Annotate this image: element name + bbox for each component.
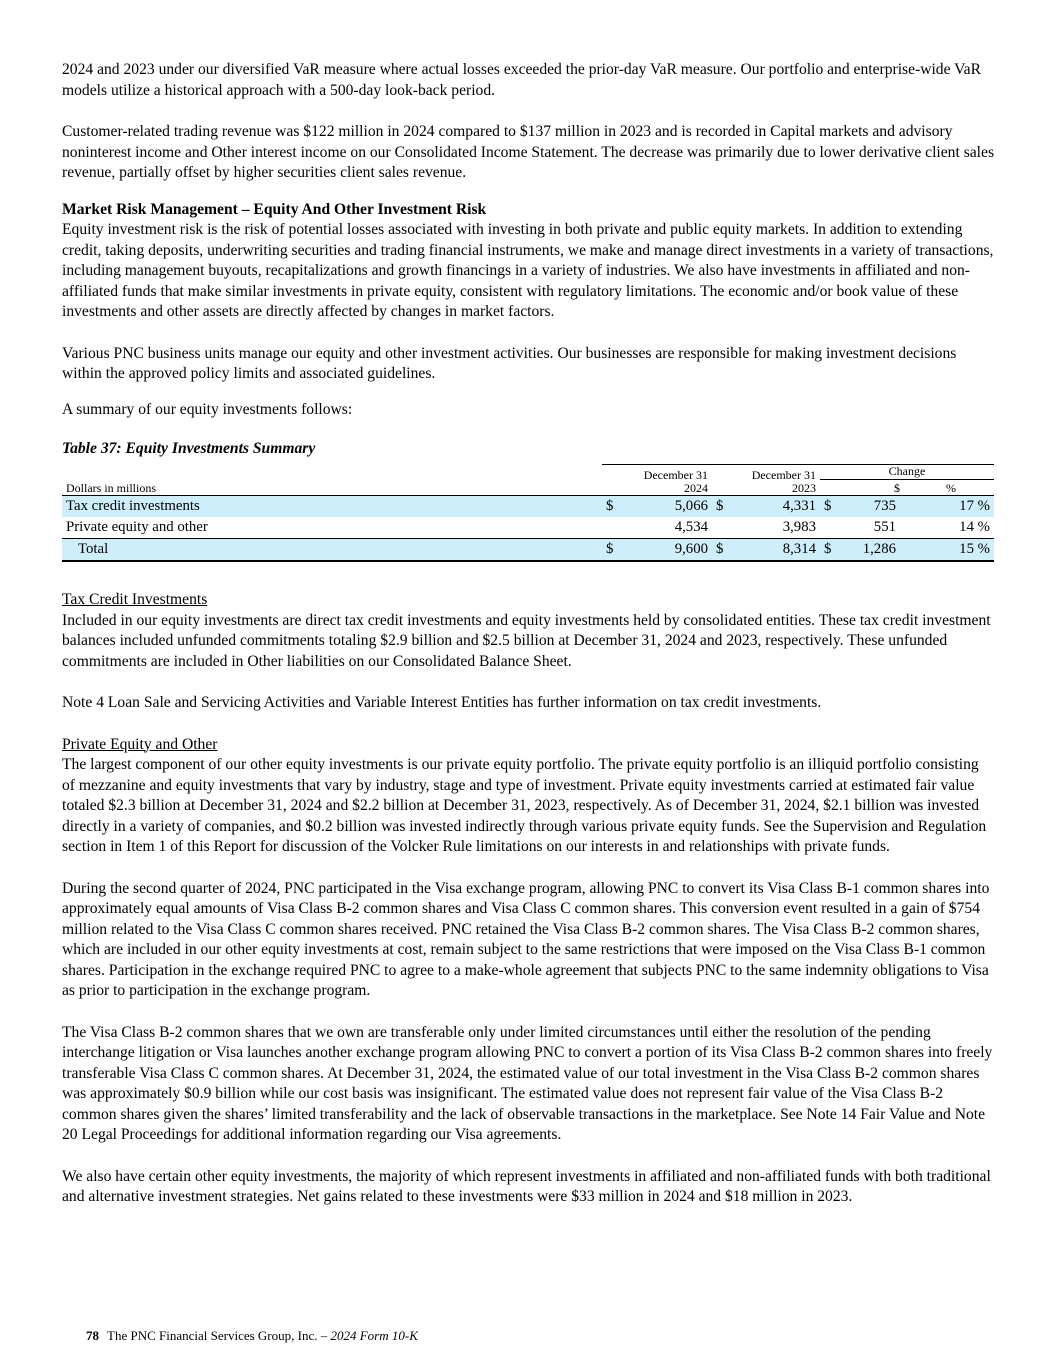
page-body xyxy=(62,60,994,460)
currency-symbol xyxy=(602,517,622,539)
table-caption: Table 37: Equity Investments Summary xyxy=(62,440,316,457)
paragraph: Equity investment risk is the risk of potential losses associated with investing in both private and public equity markets. In addition to extending credit, taking deposits, underwriting securities and trading financial instruments, we make and manage direct investments in a variety of transactions, including management buyouts, recapitalizations and growth financings in a variety of industries. We also have investments in affiliated and non-affiliated funds that make similar investments in private equity, consistent with regulatory limitations. The economic and/or book value of these investments and other assets are directly affected by changes in market factors. xyxy=(62,221,994,320)
paragraph: Various PNC business units manage our equity and other investment activities. Our businesses are responsible for making investment decisions within the approved policy limits and associated guidelines. xyxy=(62,344,957,382)
change-dollar: 735 xyxy=(840,496,900,518)
paragraph: The largest component of our other equity investments is our private equity portfolio. The private equity portfolio is an illiquid portfolio consisting of mezzanine and equity investments that vary by industry, stage and type of investment. Private equity investments carried at estimated fair value totaled $2.3 billion at December 31, 2024 and $2.2 billion at December 31, 2023, respectively. As of December 31, 2024, $2.1 billion was invested directly in a variety of companies, and $0.2 billion was invested indirectly through various private equity funds. See the Supervision and Regulation section in Item 1 of this Report for discussion of the Volcker Rule limitations on our interests in and relationships with private funds. xyxy=(62,756,987,855)
row-label: Private equity and other xyxy=(66,519,208,536)
paragraph: A summary of our equity investments follows: xyxy=(62,400,353,418)
paragraph: Customer-related trading revenue was $122 million in 2024 compared to $137 million in 2023 and is recorded in Capital markets and advisory noninterest income and Other interest income on our Consolidated Income Statement. The decrease was primarily due to lower derivative client sales revenue, partially offset by higher securities client sales revenue. xyxy=(62,123,995,181)
page-footer xyxy=(86,1326,418,1347)
value-2023: 8,314 xyxy=(732,539,820,562)
col-header-2024: December 31 2024 xyxy=(622,465,712,496)
table-row xyxy=(62,517,994,539)
subsection-heading: Private Equity and Other xyxy=(62,735,218,753)
paragraph: During the second quarter of 2024, PNC participated in the Visa exchange program, allowing PNC to convert its Visa Class B-1 common shares into approximately equal amounts of Visa Class B-2 common shares and Visa Class C common shares. This conversion event resulted in a gain of $754 million related to the Visa Class C common shares received. PNC retained the Visa Class B-2 common shares. The Visa Class B-2 common shares, which are included in our other equity investments at cost, remain subject to the same restrictions that were imposed on the Visa Class B-1 common shares. Participation in the exchange required PNC to agree to a make-whole agreement that subjects PNC to the same indemnity obligations to Visa as prior to participation in the exchange program. xyxy=(62,879,990,999)
currency-symbol: $ xyxy=(712,539,732,562)
change-header-group xyxy=(820,465,994,496)
currency-symbol xyxy=(820,517,840,539)
table-row-total xyxy=(62,539,994,562)
change-pct: 15 % xyxy=(900,539,994,562)
row-label: Total xyxy=(62,539,602,562)
change-dollar: 1,286 xyxy=(840,539,900,562)
paragraph: 2024 and 2023 under our diversified VaR measure where actual losses exceeded the prior-day VaR measure. Our portfolio and enterprise-wide VaR models utilize a historical approach with a 500-day look-back period. xyxy=(62,61,982,99)
footer-company: The PNC Financial Services Group, Inc. – xyxy=(107,1328,331,1343)
change-pct-header: % xyxy=(946,481,956,495)
value-2024: 9,600 xyxy=(622,539,712,562)
col-header-2023: December 31 2023 xyxy=(732,465,820,496)
currency-symbol xyxy=(712,517,732,539)
page-body-lower xyxy=(62,590,994,1208)
currency-symbol: $ xyxy=(602,496,622,518)
equity-investments-table xyxy=(62,464,994,562)
change-pct: 17 % xyxy=(900,496,994,518)
table-row xyxy=(62,496,994,518)
currency-symbol: $ xyxy=(712,496,732,518)
change-dollar: 551 xyxy=(873,519,896,536)
section-heading: Market Risk Management – Equity And Other Investment Risk xyxy=(62,200,487,218)
subsection-heading: Tax Credit Investments xyxy=(62,591,208,608)
value-2023: 3,983 xyxy=(782,519,816,536)
paragraph: We also have certain other equity investments, the majority of which represent investments in affiliated and non-affiliated funds with both traditional and alternative investment strategies. Net gains related to these investments were $33 million in 2024 and $18 million in 2023. xyxy=(62,1167,991,1205)
paragraph: Included in our equity investments are direct tax credit investments and equity investments held by consolidated entities. These tax credit investment balances included unfunded commitments totaling $2.9 billion and $2.5 billion at December 31, 2024 and 2023, respectively. These unfunded commitments are included in Other liabilities on our Consolidated Balance Sheet. xyxy=(62,611,991,670)
change-header: Change xyxy=(820,465,994,480)
currency-symbol: $ xyxy=(820,496,840,518)
unit-label: Dollars in millions xyxy=(66,481,156,495)
paragraph: The Visa Class B-2 common shares that we own are transferable only under limited circumstances until either the resolution of the pending interchange litigation or Visa launches another exchange program allowing PNC to convert a portion of its Visa Class B-2 common shares into freely transferable Visa Class C common shares. At December 31, 2024, the estimated value of our total investment in the Visa Class B-2 common shares was approximately $0.9 billion while our cost basis was insignificant. The estimated value does not represent fair value of the Visa Class B-2 common shares given the shares’ limited transferability and the lack of observable transactions in the marketplace. See Note 14 Fair Value and Note 20 Legal Proceedings for additional information regarding our Visa agreements. xyxy=(62,1023,993,1143)
currency-symbol: $ xyxy=(602,539,622,562)
value-2024: 5,066 xyxy=(622,496,712,518)
footer-form: 2024 Form 10-K xyxy=(330,1328,418,1343)
page-number: 78 xyxy=(86,1328,99,1343)
value-2023: 4,331 xyxy=(732,496,820,518)
change-pct: 14 % xyxy=(959,519,990,536)
value-2024: 4,534 xyxy=(674,519,708,536)
row-label: Tax credit investments xyxy=(62,496,602,518)
paragraph: Note 4 Loan Sale and Servicing Activities and Variable Interest Entities has further information on tax credit investments. xyxy=(62,694,822,711)
currency-symbol: $ xyxy=(820,539,840,562)
change-dollar-header: $ xyxy=(894,481,900,495)
